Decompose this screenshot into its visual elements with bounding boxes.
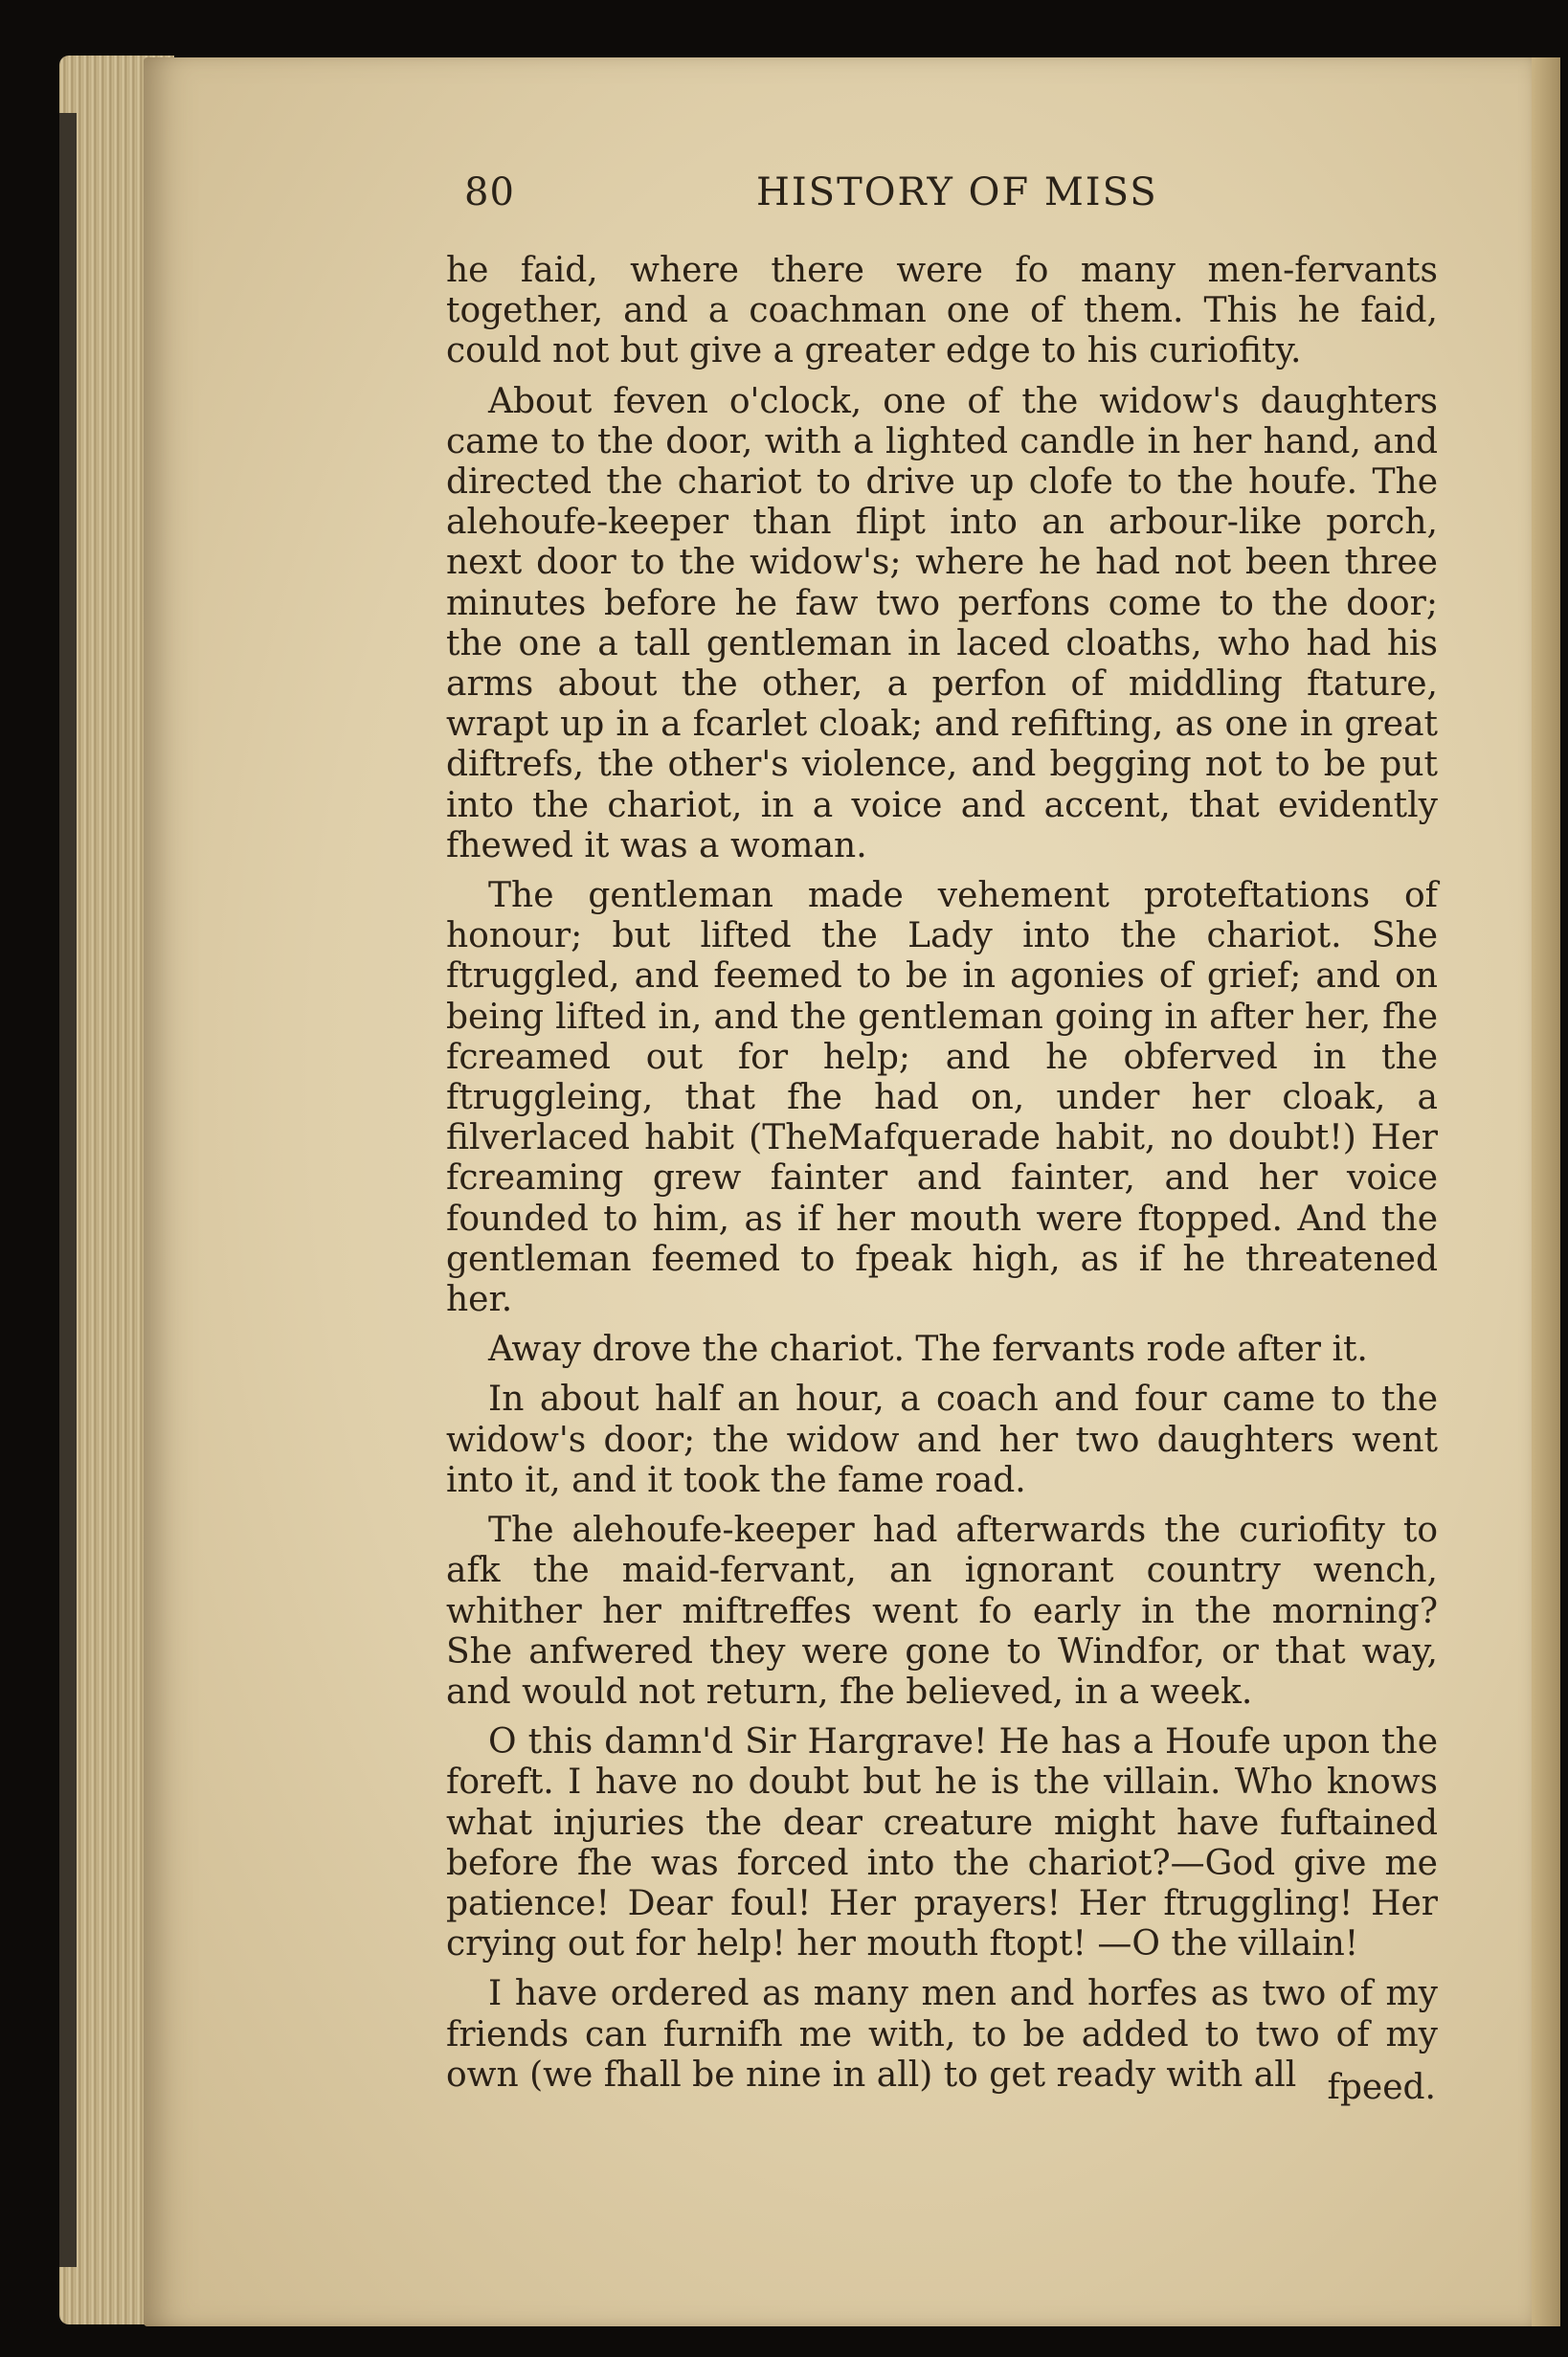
paragraph: The alehoufe-keeper had afterwards the curiofity to afk the maid-fervant, an ignorant country wench, whither her miftreffes went fo early in the morning? She anfwered they were gone to Windfor, or that way, and would not return, fhe believed, in a week. [446,1511,1438,1712]
paragraph: he faid, where there were fo many men-fervants together, and a coachman one of them. This he faid, could not but give a greater edge to his curiofity. [446,251,1438,371]
paragraph: I have ordered as many men and horfes as two of my friends can furnifh me with, to be added to two of my own (we fhall be nine in all) to get ready with all [446,1974,1438,2095]
catchword: fpeed. [1327,2068,1436,2107]
paragraph: About feven o'clock, one of the widow's daughters came to the door, with a lighted candle in her hand, and directed the chariot to drive up clofe to the houfe. The alehoufe-keeper than flipt into an arbour-like porch, next door to the widow's; where he had not been three minutes before he faw two perfons come to the door; the one a tall gentleman in laced cloaths, who had his arms about the other, a perfon of middling ftature, wrapt up in a fcarlet cloak; and refifting, as one in great diftrefs, the other's violence, and begging not to be put into the chariot, in a voice and accent, that evidently fhewed it was a woman. [446,381,1438,865]
running-title: HISTORY OF MISS [756,170,1158,214]
paragraph: The gentleman made vehement proteftations of honour; but lifted the Lady into the chariot. She ftruggled, and feemed to be in agonies of grief; and on being lifted in, and the gentleman going in after her, fhe fcreamed out for help; and he obferved in the ftruggleing, that fhe had on, under her cloak, a filverlaced habit (TheMafquerade habit, no doubt!) Her fcreaming grew fainter and fainter, and her voice founded to him, as if her mouth were ftopped. And the gentleman feemed to fpeak high, as if he threatened her. [446,876,1438,1320]
body-text [446,251,1438,2105]
page-number: 80 [464,170,515,214]
page-header [464,170,1450,228]
page-right-edge [1532,57,1560,2326]
paragraph: O this damn'd Sir Hargrave! He has a Houfe upon the foreft. I have no doubt but he is the villain. Who knows what injuries the dear creature might have fuftained before fhe was forced into the chariot?—God give me patience! Dear foul! Her prayers! Her ftruggling! Her crying out for help! her mouth ftopt! —O the villain! [446,1722,1438,1964]
paragraph: In about half an hour, a coach and four came to the widow's door; the widow and her two daughters went into it, and it took the fame road. [446,1380,1438,1500]
paragraph: Away drove the chariot. The fervants rode after it. [488,1330,1368,1370]
